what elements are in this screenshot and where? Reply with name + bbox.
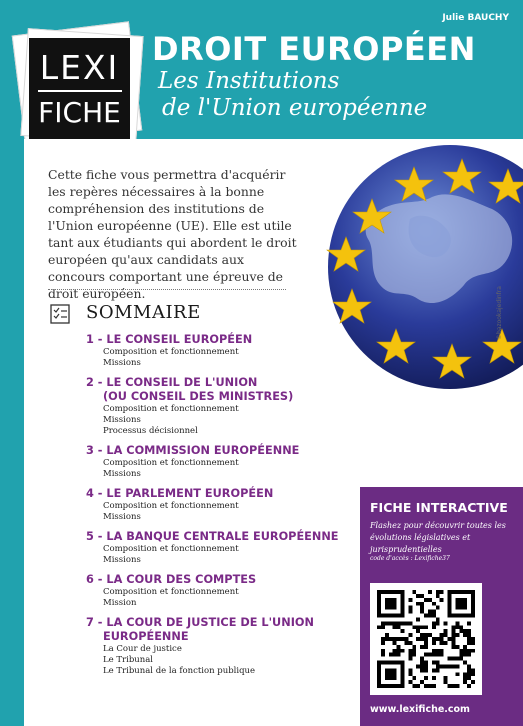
toc-subitem: Composition et fonctionnement (103, 544, 239, 554)
intro-paragraph: Cette fiche vous permettra d'acquérir les repères nécessaires à la bonne compréhension des institutions de l'Union européenne (UE). Elle est utile tant aux étudiants qui abordent le droit européen qu'aux candidats aux concours comportant une épreuve de droit européen. (48, 167, 297, 301)
author-name: Julie BAUCHY (442, 13, 509, 23)
qr-code[interactable] (370, 583, 482, 695)
toc-title-line: 4 - LE PARLEMENT EUROPÉEN (86, 487, 274, 500)
image-credit: ©bazookajedinfra (496, 286, 503, 340)
toc-subitem: La Cour de justice (103, 644, 182, 654)
toc-subitem: Missions (103, 512, 141, 522)
toc-subitem: Mission (103, 598, 137, 608)
toc-subitem: Le Tribunal (103, 655, 154, 665)
toc-subitem: Missions (103, 555, 141, 565)
interactive-description: Flashez pour découvrir toutes les évolutions législatives et jurisprudentielles (370, 521, 506, 554)
toc-item (86, 333, 346, 369)
toc-subitem: Missions (103, 415, 141, 425)
toc-item (86, 444, 346, 480)
toc-item-title (86, 573, 346, 587)
toc-item-title (86, 333, 346, 347)
toc-title-line: 6 - LA COUR DES COMPTES (86, 573, 257, 586)
subtitle-line-2: de l'Union européenne (162, 95, 428, 121)
toc-item-title (86, 487, 346, 501)
toc-title-line: 2 - LE CONSEIL DE L'UNION (86, 376, 258, 389)
logo-top-text: LEXI (39, 48, 120, 87)
toc-item (86, 616, 346, 677)
toc-item (86, 487, 346, 523)
toc-item-title (86, 376, 346, 404)
toc-item (86, 376, 346, 437)
subtitle-line-1: Les Institutions (158, 68, 340, 94)
toc-item-title (86, 616, 346, 644)
eu-globe-illustration (322, 139, 523, 391)
access-code: code d'accès : Lexifiche37 (370, 555, 450, 562)
table-of-contents (86, 333, 346, 684)
toc-title-line: 5 - LA BANQUE CENTRALE EUROPÉENNE (86, 530, 339, 543)
toc-subitem: Composition et fonctionnement (103, 587, 239, 597)
toc-subitem: Processus décisionnel (103, 426, 198, 436)
dotted-divider (48, 289, 286, 290)
toc-subitem: Le Tribunal de la fonction publique (103, 666, 256, 676)
checklist-icon (50, 304, 72, 329)
toc-title-line: 3 - LA COMMISSION EUROPÉENNE (86, 444, 300, 457)
page-title: DROIT EUROPÉEN (152, 30, 476, 68)
toc-subitem: Composition et fonctionnement (103, 404, 239, 414)
sommaire-heading: SOMMAIRE (86, 302, 201, 323)
toc-item (86, 573, 346, 609)
lexifiche-logo (29, 38, 130, 142)
interactive-title: FICHE INTERACTIVE (370, 500, 508, 515)
toc-title-line: EUROPÉENNE (103, 630, 189, 643)
toc-title-line: 7 - LA COUR DE JUSTICE DE L'UNION (86, 616, 314, 629)
toc-title-line: 1 - LE CONSEIL EUROPÉEN (86, 333, 253, 346)
toc-item-title (86, 530, 346, 544)
logo-divider (38, 90, 122, 92)
toc-subitem: Composition et fonctionnement (103, 501, 239, 511)
toc-item (86, 530, 346, 566)
toc-title-line: (OU CONSEIL DES MINISTRES) (103, 390, 294, 403)
toc-subitem: Missions (103, 358, 141, 368)
website-link[interactable]: www.lexifiche.com (370, 704, 470, 715)
toc-item-title (86, 444, 346, 458)
page-subtitle (158, 68, 427, 122)
toc-subitem: Missions (103, 469, 141, 479)
toc-subitem: Composition et fonctionnement (103, 458, 239, 468)
toc-subitem: Composition et fonctionnement (103, 347, 239, 357)
qr-code-icon (377, 590, 475, 688)
logo-bottom-text: FICHE (38, 96, 121, 129)
